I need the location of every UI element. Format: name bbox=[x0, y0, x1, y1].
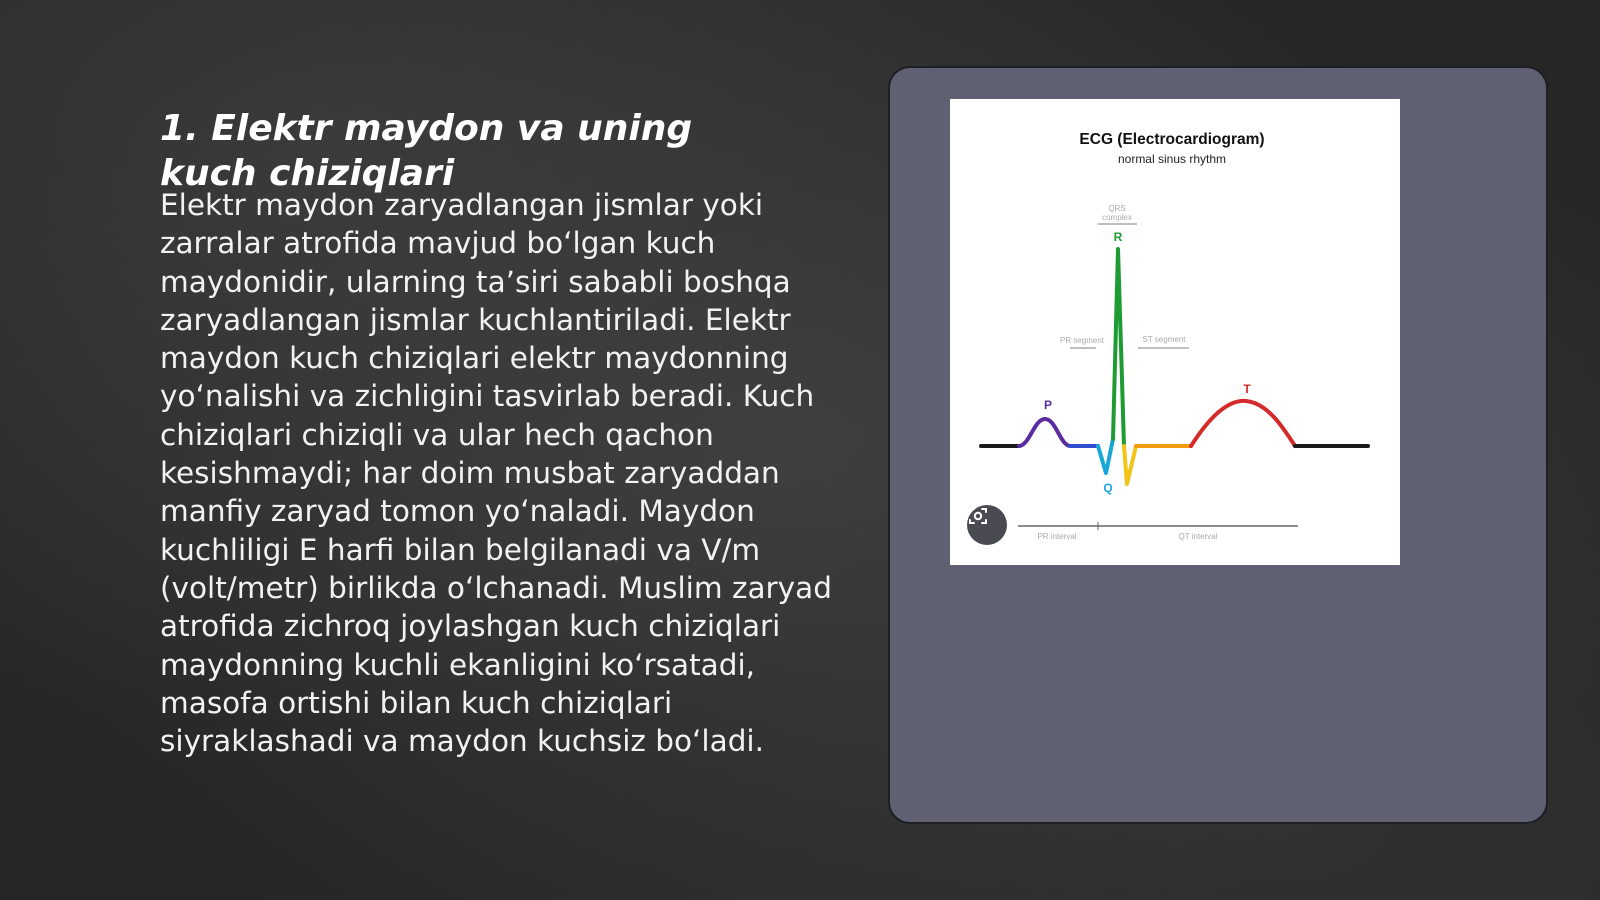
pr-segment-label: PR segment bbox=[1059, 336, 1105, 345]
r-wave-label: R bbox=[1113, 230, 1123, 244]
q-wave-label: Q bbox=[1103, 481, 1113, 495]
p-wave bbox=[1019, 419, 1070, 446]
r-wave bbox=[1113, 249, 1124, 446]
image-search-button[interactable] bbox=[967, 505, 1007, 545]
ecg-figure bbox=[950, 99, 1400, 565]
ecg-title: ECG (Electrocardiogram) bbox=[1079, 131, 1265, 148]
camera-lens-icon bbox=[967, 505, 989, 527]
ecg-subtitle: normal sinus rhythm bbox=[1117, 152, 1227, 166]
qrs-label-line1: QRS bbox=[1108, 204, 1126, 213]
slide-body-text: Elektr maydon zaryadlangan jismlar yoki zarralar atrofida mavjud bo‘lgan kuch maydonidir, ularning ta’siri sababli boshqa zaryadlangan jismlar kuchlantiriladi. Elektr maydon kuch chiziqlari elektr maydonning yo‘nalishi va zichligini tasvirlab beradi. Kuch chiziqlari chiziqli va ular hech qachon kesishmaydi; har doim musbat zaryaddan manfiy zaryad tomon yo‘naladi. Maydon kuchliligi E harfi bilan belgilanadi va V/m (volt/metr) birlikda o‘lchanadi. Muslim zaryad atrofida zichroq joylashgan kuch chiziqlari maydonning kuchli ekanligini ko‘rsatadi, masofa ortishi bilan kuch chiziqlari siyraklashadi va maydon kuchsiz bo‘ladi. bbox=[160, 188, 832, 759]
slide-title: 1. Elektr maydon va uning kuch chiziqlari bbox=[160, 108, 693, 194]
t-wave-label: T bbox=[1243, 382, 1251, 396]
qrs-label-line2: complex bbox=[1102, 213, 1132, 222]
p-wave-label: P bbox=[1043, 398, 1053, 412]
t-wave bbox=[1191, 401, 1295, 446]
q-wave bbox=[1098, 439, 1113, 473]
st-segment-label: ST segment bbox=[1142, 335, 1186, 344]
s-wave bbox=[1124, 446, 1136, 484]
pr-interval-label: PR interval bbox=[1037, 532, 1077, 541]
ecg-diagram bbox=[950, 99, 1400, 565]
qt-interval-label: QT interval bbox=[1178, 532, 1218, 541]
